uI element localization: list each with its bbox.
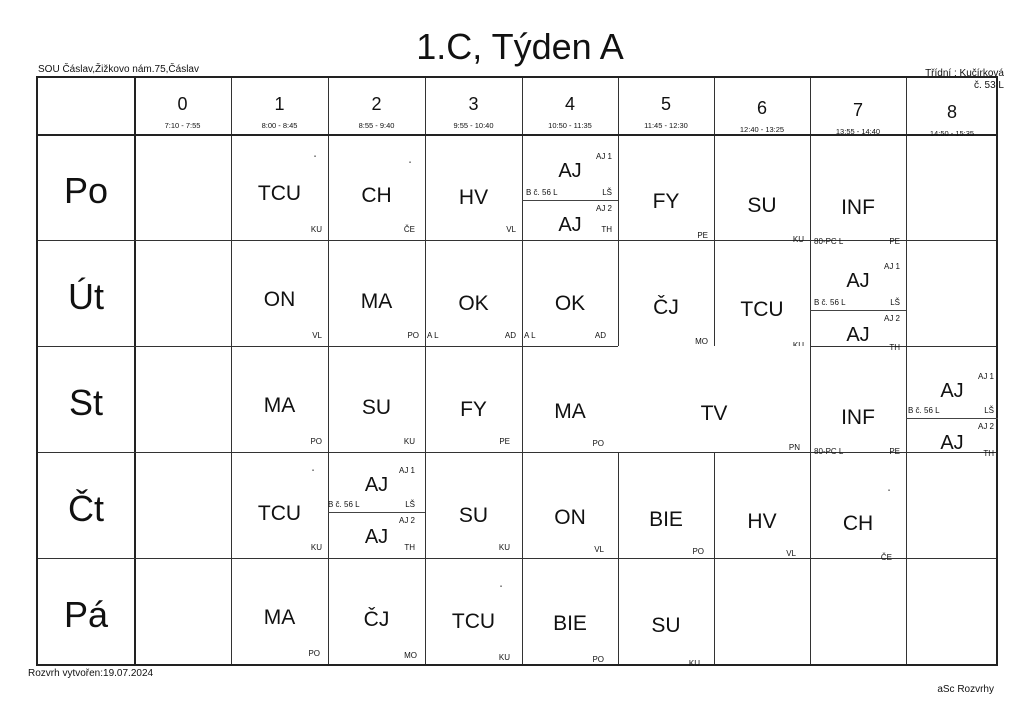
period-number: 6 [756, 98, 767, 118]
lesson-teacher: AD [594, 331, 606, 340]
lesson-subject: BIE [649, 508, 683, 531]
period-header-7 [810, 100, 906, 136]
school-name: SOU Čáslav,Žižkovo nám.75,Čáslav [38, 64, 199, 75]
lesson-subject: MA [554, 400, 586, 423]
period-time: 11:45 - 12:30 [644, 121, 688, 130]
lesson-teacher: KU [310, 225, 322, 234]
lesson-subject: ČJ [653, 296, 679, 319]
group-divider [906, 418, 998, 419]
lesson-cell[interactable] [618, 558, 714, 668]
period-header-1 [231, 94, 328, 130]
lesson-teacher: KU [498, 543, 510, 552]
lesson-cell[interactable] [425, 346, 522, 452]
lesson-teacher: PO [407, 331, 419, 340]
period-number: 8 [946, 102, 957, 122]
period-number: 7 [852, 100, 863, 120]
lesson-subject: OK [458, 292, 489, 315]
lesson-teacher: MO [695, 337, 708, 346]
lesson-subject: ON [263, 288, 296, 311]
lesson-subject: SU [747, 194, 777, 217]
lesson-subject: MA [263, 606, 296, 629]
lesson-subject: SU [651, 614, 681, 637]
lesson-cell[interactable] [425, 134, 522, 240]
lesson-subject: AJ [846, 270, 870, 292]
lesson-cell[interactable] [328, 346, 425, 452]
period-time: 10:50 - 11:35 [548, 121, 592, 130]
period-number: 0 [177, 94, 188, 114]
lesson-subject: AJ [364, 526, 389, 548]
day-label-friday: Pá [63, 594, 109, 635]
lesson-cell[interactable] [231, 346, 328, 452]
lesson-cell[interactable] [618, 240, 714, 346]
group-divider [522, 200, 618, 201]
period-header-4 [522, 94, 618, 130]
lesson-teacher: PN [788, 443, 800, 452]
lesson-subject: AJ [364, 474, 389, 496]
lesson-teacher: KU [310, 543, 322, 552]
home-room: č. 53 L [973, 80, 1004, 91]
period-header-6 [714, 98, 810, 134]
lesson-cell[interactable] [328, 558, 425, 664]
period-header-3 [425, 94, 522, 130]
lesson-subject: AJ [940, 380, 964, 402]
lesson-subject: INF [841, 406, 875, 429]
period-time: 13:55 - 14:40 [835, 127, 881, 136]
lesson-teacher: TH [404, 543, 415, 552]
lesson-group: AJ 1 [977, 372, 994, 381]
lesson-subject: CH [842, 512, 874, 535]
lesson-teacher: TH [983, 449, 994, 458]
lesson-teacher: PE [889, 237, 900, 246]
lesson-teacher: PE [499, 437, 510, 446]
lesson-cell[interactable] [810, 134, 906, 246]
lesson-subject: MA [263, 394, 296, 417]
generator-credit: aSc Rozvrhy [937, 684, 994, 695]
lesson-cell-split[interactable] [328, 452, 425, 558]
lesson-subject: FY [652, 190, 680, 213]
period-time: 8:00 - 8:45 [261, 121, 298, 130]
lesson-subject: SU [458, 504, 489, 527]
lesson-teacher: VL [506, 225, 516, 234]
lesson-cell[interactable] [231, 558, 328, 664]
lesson-group: AJ 1 [883, 262, 900, 271]
lesson-subject: TV [700, 402, 728, 425]
lesson-teacher: KU [498, 653, 510, 662]
lesson-subject: HV [458, 186, 489, 209]
lesson-room: B č. 56 L [328, 500, 360, 509]
lesson-teacher: MO [404, 651, 417, 660]
lesson-room: A L [427, 331, 439, 340]
lesson-subject: FY [460, 398, 487, 421]
lesson-cell[interactable] [714, 240, 810, 346]
lesson-room: B č. 56 L [526, 188, 558, 197]
lesson-teacher: LŠ [890, 298, 900, 307]
lesson-cell[interactable] [522, 452, 618, 558]
lesson-subject: AJ [558, 214, 582, 236]
period-number: 4 [564, 94, 575, 114]
period-header-5 [618, 94, 714, 130]
lesson-subject: TCU [257, 502, 302, 525]
lesson-cell[interactable]: ▪ TCU KU [231, 452, 328, 558]
lesson-subject: TCU [257, 182, 302, 205]
period-number: 2 [371, 94, 382, 114]
period-number: 5 [660, 94, 671, 114]
lesson-group: AJ 1 [398, 466, 415, 475]
lesson-cell[interactable] [810, 346, 906, 456]
lesson-teacher: PO [592, 439, 604, 448]
period-time: 8:55 - 9:40 [358, 121, 395, 130]
lesson-teacher: KU [688, 659, 700, 668]
timetable-title: 1.C, Týden A [416, 26, 624, 67]
lesson-teacher: AD [504, 331, 516, 340]
lesson-cell-double[interactable] [618, 346, 810, 452]
period-header-8 [906, 102, 998, 138]
day-label-monday: Po [63, 170, 109, 211]
period-time: 7:10 - 7:55 [164, 121, 201, 130]
lesson-teacher: LŠ [602, 188, 612, 197]
period-header-2 [328, 94, 425, 130]
period-number: 1 [274, 94, 285, 114]
lesson-subject: CH [361, 184, 392, 207]
lesson-cell[interactable] [425, 240, 522, 346]
period-number: 3 [468, 94, 479, 114]
group-divider [328, 512, 425, 513]
lesson-teacher: ČE [403, 225, 415, 234]
lesson-subject: MA [360, 290, 393, 313]
lesson-subject: TCU [451, 610, 496, 633]
lesson-cell-split[interactable] [810, 240, 906, 352]
lesson-cell[interactable] [522, 346, 618, 452]
lesson-subject: ON [554, 506, 586, 529]
lesson-teacher: KU [792, 235, 804, 244]
period-time: 14:50 - 15:35 [929, 129, 975, 138]
lesson-room: 80-PC L [814, 447, 844, 456]
day-label-tuesday: Út [68, 276, 104, 317]
lesson-teacher: PO [692, 547, 704, 556]
lesson-subject: ČJ [363, 608, 390, 631]
lesson-teacher: PE [697, 231, 708, 240]
lesson-teacher: PO [308, 649, 320, 658]
lesson-cell[interactable] [618, 134, 714, 240]
lesson-group: AJ 1 [595, 152, 612, 161]
lesson-group: AJ 2 [883, 314, 900, 323]
lesson-group: AJ 2 [398, 516, 415, 525]
lesson-teacher: PO [310, 437, 322, 446]
lesson-cell-split[interactable] [522, 134, 618, 240]
day-label-wednesday: St [68, 382, 103, 423]
lesson-teacher: PE [889, 447, 900, 456]
lesson-cell[interactable] [522, 558, 618, 664]
lesson-teacher: VL [594, 545, 604, 554]
lesson-cell[interactable] [425, 452, 522, 558]
lesson-cell[interactable]: ▪ CH ČE [328, 134, 425, 240]
lesson-group: AJ 2 [977, 422, 994, 431]
lesson-subject: BIE [553, 612, 587, 635]
lesson-cell[interactable] [618, 452, 714, 558]
created-date: Rozvrh vytvořen:19.07.2024 [28, 668, 154, 679]
lesson-cell[interactable] [231, 240, 328, 346]
lesson-cell[interactable]: ▪ TCU KU [425, 558, 522, 664]
lesson-subject: INF [841, 196, 875, 219]
period-time: 9:55 - 10:40 [453, 121, 494, 130]
lesson-teacher: LŠ [405, 500, 415, 509]
period-time: 12:40 - 13:25 [739, 125, 785, 134]
lesson-subject: HV [747, 510, 777, 533]
lesson-cell[interactable]: ▪ TCU KU [231, 134, 328, 240]
lesson-room: B č. 56 L [814, 298, 846, 307]
lesson-subject: SU [361, 396, 392, 419]
lesson-room: B č. 56 L [908, 406, 940, 415]
lesson-room: A L [524, 331, 536, 340]
lesson-subject: TCU [740, 298, 784, 321]
lesson-cell[interactable]: ▪ CH ČE [810, 452, 906, 558]
timetable-grid [36, 76, 998, 666]
day-label-thursday: Čt [68, 488, 104, 529]
lesson-teacher: LŠ [984, 406, 994, 415]
lesson-teacher: TH [601, 225, 612, 234]
lesson-teacher: ČE [880, 553, 892, 562]
lesson-cell[interactable] [328, 240, 425, 346]
lesson-subject: AJ [846, 324, 870, 346]
lesson-group: AJ 2 [595, 204, 612, 213]
lesson-teacher: PO [592, 655, 604, 664]
lesson-room: 80-PC L [814, 237, 844, 246]
lesson-teacher: TH [889, 343, 900, 352]
day-column-divider [134, 78, 136, 664]
lesson-cell[interactable] [522, 240, 618, 346]
class-teacher: Třídní : Kučírková [925, 68, 1004, 79]
lesson-subject: AJ [558, 160, 582, 182]
lesson-cell[interactable] [714, 134, 810, 244]
lesson-cell-split[interactable] [906, 346, 998, 458]
lesson-subject: OK [554, 292, 586, 315]
group-divider [810, 310, 906, 311]
period-header-0 [134, 94, 231, 130]
lesson-teacher: VL [312, 331, 322, 340]
lesson-subject: AJ [940, 432, 964, 454]
lesson-cell[interactable] [714, 452, 810, 558]
lesson-teacher: VL [786, 549, 796, 558]
lesson-teacher: KU [403, 437, 415, 446]
